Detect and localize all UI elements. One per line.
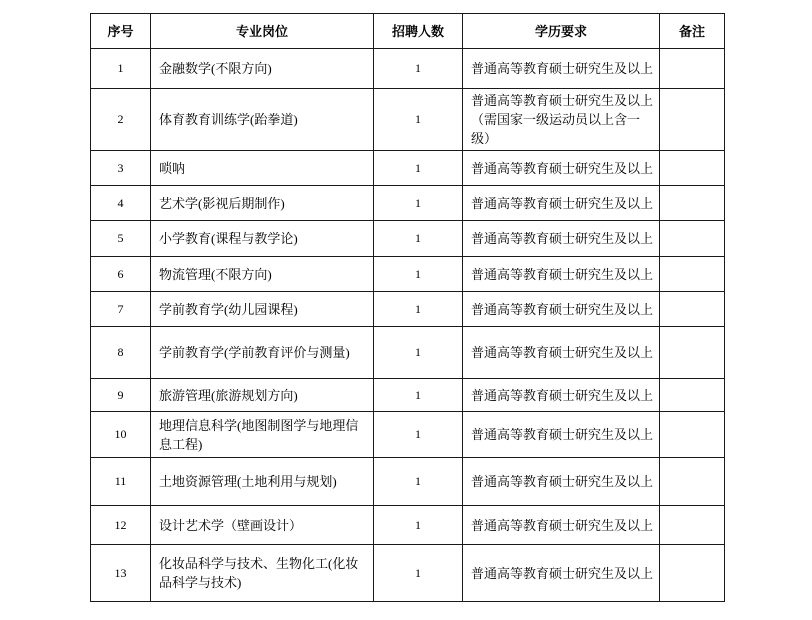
education-cell: 普通高等教育硕士研究生及以上: [463, 49, 660, 89]
education-cell: 普通高等教育硕士研究生及以上: [463, 412, 660, 458]
header-note: 备注: [660, 14, 725, 49]
table-row: [91, 292, 725, 327]
note-cell: [660, 186, 725, 221]
count-cell: 1: [374, 151, 463, 186]
note-cell: [660, 49, 725, 89]
table-row: [91, 49, 725, 89]
note-cell: [660, 89, 725, 151]
note-cell: [660, 292, 725, 327]
position-cell: 物流管理(不限方向): [151, 257, 374, 292]
note-cell: [660, 412, 725, 458]
no-cell: 9: [91, 379, 151, 412]
position-cell: 土地资源管理(土地利用与规划): [151, 458, 374, 506]
education-cell: 普通高等教育硕士研究生及以上: [463, 151, 660, 186]
no-cell: 7: [91, 292, 151, 327]
note-cell: [660, 257, 725, 292]
no-cell: 1: [91, 49, 151, 89]
no-cell: 8: [91, 327, 151, 379]
no-cell: 11: [91, 458, 151, 506]
header-count: 招聘人数: [374, 14, 463, 49]
table-row: [91, 506, 725, 545]
position-cell: 学前教育学(学前教育评价与测量): [151, 327, 374, 379]
position-cell: 设计艺术学（壁画设计）: [151, 506, 374, 545]
count-cell: 1: [374, 506, 463, 545]
count-cell: 1: [374, 89, 463, 151]
table-row: [91, 379, 725, 412]
count-cell: 1: [374, 412, 463, 458]
count-cell: 1: [374, 379, 463, 412]
no-cell: 5: [91, 221, 151, 257]
position-cell: 艺术学(影视后期制作): [151, 186, 374, 221]
no-cell: 2: [91, 89, 151, 151]
count-cell: 1: [374, 221, 463, 257]
count-cell: 1: [374, 186, 463, 221]
count-cell: 1: [374, 292, 463, 327]
count-cell: 1: [374, 327, 463, 379]
table-row: [91, 545, 725, 602]
education-cell: 普通高等教育硕士研究生及以上: [463, 545, 660, 602]
header-position: 专业岗位: [151, 14, 374, 49]
education-cell: 普通高等教育硕士研究生及以上: [463, 327, 660, 379]
note-cell: [660, 545, 725, 602]
count-cell: 1: [374, 257, 463, 292]
position-cell: 学前教育学(幼儿园课程): [151, 292, 374, 327]
education-cell: 普通高等教育硕士研究生及以上: [463, 458, 660, 506]
table-row: [91, 151, 725, 186]
position-cell: 体育教育训练学(跆拳道): [151, 89, 374, 151]
header-education: 学历要求: [463, 14, 660, 49]
table-row: [91, 186, 725, 221]
header-row: [91, 14, 725, 49]
note-cell: [660, 379, 725, 412]
no-cell: 3: [91, 151, 151, 186]
position-cell: 金融数学(不限方向): [151, 49, 374, 89]
education-cell: 普通高等教育硕士研究生及以上（需国家一级运动员以上含一级）: [463, 89, 660, 151]
education-cell: 普通高等教育硕士研究生及以上: [463, 379, 660, 412]
no-cell: 13: [91, 545, 151, 602]
note-cell: [660, 506, 725, 545]
no-cell: 4: [91, 186, 151, 221]
note-cell: [660, 458, 725, 506]
note-cell: [660, 151, 725, 186]
education-cell: 普通高等教育硕士研究生及以上: [463, 257, 660, 292]
table-row: [91, 327, 725, 379]
table-row: [91, 458, 725, 506]
position-cell: 化妆品科学与技术、生物化工(化妆品科学与技术): [151, 545, 374, 602]
note-cell: [660, 221, 725, 257]
position-cell: 唢呐: [151, 151, 374, 186]
no-cell: 12: [91, 506, 151, 545]
education-cell: 普通高等教育硕士研究生及以上: [463, 506, 660, 545]
position-cell: 地理信息科学(地图制图学与地理信息工程): [151, 412, 374, 458]
education-cell: 普通高等教育硕士研究生及以上: [463, 292, 660, 327]
table-row: [91, 89, 725, 151]
table-row: [91, 412, 725, 458]
count-cell: 1: [374, 49, 463, 89]
count-cell: 1: [374, 458, 463, 506]
table-row: [91, 221, 725, 257]
education-cell: 普通高等教育硕士研究生及以上: [463, 221, 660, 257]
note-cell: [660, 327, 725, 379]
recruitment-table: [90, 13, 725, 602]
education-cell: 普通高等教育硕士研究生及以上: [463, 186, 660, 221]
no-cell: 10: [91, 412, 151, 458]
count-cell: 1: [374, 545, 463, 602]
header-no: 序号: [91, 14, 151, 49]
position-cell: 旅游管理(旅游规划方向): [151, 379, 374, 412]
table-row: [91, 257, 725, 292]
position-cell: 小学教育(课程与教学论): [151, 221, 374, 257]
no-cell: 6: [91, 257, 151, 292]
